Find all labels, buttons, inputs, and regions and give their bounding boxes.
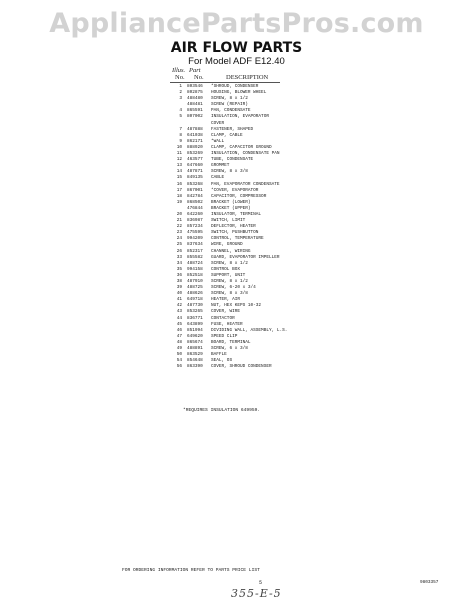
part-number: 488891 [187, 346, 203, 352]
part-number: 853265 [187, 309, 203, 315]
illus-number: 24 [176, 236, 182, 242]
part-description: CAPACITOR, COMPRESSOR [211, 193, 267, 199]
part-description: COVER, SHROUD CONDENSER [211, 364, 272, 370]
part-number: 842784 [187, 193, 203, 199]
illus-number: 44 [176, 315, 182, 321]
part-description: PAN, CONDENSATE [211, 108, 251, 114]
part-description: INSULATION, CONDENSATE PAN [211, 151, 280, 157]
illus-number: 36 [176, 272, 182, 278]
part-number: 487888 [187, 126, 203, 132]
illus-number: 9 [179, 138, 182, 144]
part-number: 488481 [187, 102, 203, 108]
illus-number: 49 [176, 346, 182, 352]
illus-number: 43 [176, 309, 182, 315]
part-description: NUT, HEX KEPS 10-32 [211, 303, 262, 309]
part-description: CONTROL BOX [211, 266, 240, 272]
part-number: 647660 [187, 163, 203, 169]
part-description: PAN, EVAPORATOR CONDENSATE [211, 181, 280, 187]
part-number: 475595 [187, 230, 203, 236]
part-description: GUARD, EVAPORATOR IMPELLER [211, 254, 280, 260]
part-description: CABLE [211, 175, 225, 181]
part-number: 854648 [187, 358, 203, 364]
illus-number: 41 [176, 297, 182, 303]
part-number: 868502 [187, 199, 203, 205]
handwritten-note: 355-E-5 [231, 587, 282, 600]
part-number: 803546 [187, 84, 203, 89]
part-description: SCREW, 8 x 1/2 [211, 96, 248, 102]
part-description: SEAL, OS [211, 358, 233, 364]
illus-number: 15 [176, 175, 182, 181]
part-number: 863390 [187, 364, 203, 370]
illus-number: 11 [176, 151, 182, 157]
ordering-note: FOR ORDERING INFORMATION REFER TO PARTS PRICE LIST [122, 568, 260, 573]
part-number: 649718 [187, 297, 203, 303]
part-description: CLAMP, CABLE [211, 132, 243, 138]
table-row [170, 364, 370, 370]
part-description: HOUSING, BLOWER WHEEL [211, 90, 267, 96]
part-description: FASTENER, SHAPED [211, 126, 254, 132]
part-number: 867001 [187, 187, 203, 193]
part-description: *COVER, EVAPORATOR [211, 187, 259, 193]
part-number: 851994 [187, 327, 203, 333]
part-number: 802875 [187, 90, 203, 96]
illus-number: 5 [179, 114, 182, 120]
part-description: INSULATION, EVAPORATOR [211, 114, 269, 120]
parts-list [170, 84, 370, 370]
part-number: 649620 [187, 333, 203, 339]
part-number: 865591 [187, 108, 203, 114]
part-description: SCREW (REPAIR) [211, 102, 248, 108]
part-description: COVER [211, 120, 225, 126]
illus-number: 45 [176, 321, 182, 327]
part-number: 487730 [187, 303, 203, 309]
part-description: *SHROUD, CONDENSER [211, 84, 259, 89]
illus-number: 48 [176, 339, 182, 345]
illus-number: 17 [176, 187, 182, 193]
part-description: CHANNEL, WIRING [211, 248, 251, 254]
part-description: FUSE, HEATER [211, 321, 243, 327]
illus-number: 23 [176, 230, 182, 236]
part-number: 994158 [187, 266, 203, 272]
part-description: BRACKET (LOWER) [211, 199, 251, 205]
part-description: SWITCH, PUSHBUTTON [211, 230, 259, 236]
part-number: 807002 [187, 114, 203, 120]
illus-number: 19 [176, 199, 182, 205]
header-divider [170, 82, 280, 83]
part-description: SCREW, 8 x 3/8 [211, 291, 248, 297]
part-number: 862171 [187, 138, 203, 144]
part-number: 641038 [187, 132, 203, 138]
part-description: WIRE, GROUND [211, 242, 243, 248]
part-number: 836771 [187, 315, 203, 321]
page-number: 5 [259, 580, 263, 586]
part-number: 853269 [187, 151, 203, 157]
part-description: BRACKET (UPPER) [211, 205, 251, 211]
part-number: 837634 [187, 242, 203, 248]
part-number: 642260 [187, 211, 203, 217]
part-description: GROMMET [211, 163, 230, 169]
header-description: DESCRIPTION [226, 74, 269, 81]
illus-number: 35 [176, 266, 182, 272]
illus-number: 8 [179, 132, 182, 138]
illus-number: 2 [179, 90, 182, 96]
page-title: AIR FLOW PARTS [170, 40, 303, 56]
part-number: 488725 [187, 285, 203, 291]
part-number: 852518 [187, 272, 203, 278]
part-description: TUBE, CONDENSATE [211, 157, 254, 163]
part-number: 836987 [187, 218, 203, 224]
part-number: 888920 [187, 144, 203, 150]
part-description: SCREW, 6-20 x 3/4 [211, 285, 256, 291]
part-number: 855582 [187, 254, 203, 260]
part-description: COVER, WIRE [211, 309, 240, 315]
illus-number: 39 [176, 285, 182, 291]
illus-number: 54 [176, 358, 182, 364]
illus-number: 42 [176, 303, 182, 309]
part-number: 476844 [187, 205, 203, 211]
illus-number: 40 [176, 291, 182, 297]
illus-number: 33 [176, 254, 182, 260]
part-description: *WALL [211, 138, 225, 144]
header-part: Part [189, 67, 201, 74]
part-number: 463577 [187, 157, 203, 163]
part-description: SUPPORT, UNIT [211, 272, 246, 278]
part-description: SCREW, 8 x 3/8 [211, 169, 248, 175]
part-description: DIVIDING WALL, ASSEMBLY, L.S. [211, 327, 288, 333]
part-number: 852317 [187, 248, 203, 254]
illus-number: 56 [176, 364, 182, 370]
part-description: CLAMP, CAPACITOR GROUND [211, 144, 272, 150]
part-description: HEATER, AIR [211, 297, 240, 303]
illus-number: 1 [179, 84, 182, 89]
part-description: SCREW, 6 x 3/8 [211, 346, 248, 352]
page-subtitle: For Model ADF E12.40 [188, 56, 285, 67]
illus-number: 46 [176, 327, 182, 333]
illus-number: 26 [176, 248, 182, 254]
part-number: 487910 [187, 279, 203, 284]
part-description: CONTACTOR [211, 315, 235, 321]
part-number: 488626 [187, 291, 203, 297]
part-number: 994209 [187, 236, 203, 242]
footnote: *REQUIRES INSULATION 649959. [183, 408, 261, 413]
part-number: 865674 [187, 339, 203, 345]
header-illus-no: No. [175, 74, 185, 81]
illus-number: 12 [176, 157, 182, 163]
part-description: SPEED CLIP [211, 333, 238, 339]
part-description: BOARD, TERMINAL [211, 339, 251, 345]
part-description: DEFLECTOR, HEATER [211, 224, 256, 230]
illus-number: 13 [176, 163, 182, 169]
part-number: 488480 [187, 96, 203, 102]
illus-number: 7 [179, 126, 182, 132]
part-number: 857234 [187, 224, 203, 230]
illus-number: 3 [179, 96, 182, 102]
part-number: 487871 [187, 169, 203, 175]
illus-number: 20 [176, 211, 182, 217]
document-code: 9803357 [420, 580, 439, 585]
header-illus: Illus. [172, 67, 186, 74]
illus-number: 4 [179, 108, 182, 114]
illus-number: 14 [176, 169, 182, 175]
part-number: 863529 [187, 352, 203, 358]
part-number: 643899 [187, 321, 203, 327]
illus-number: 34 [176, 260, 182, 266]
illus-number: 47 [176, 333, 182, 339]
illus-number: 22 [176, 224, 182, 230]
part-number: 849135 [187, 175, 203, 181]
part-description: SCREW, 8 x 1/2 [211, 279, 248, 284]
illus-number: 25 [176, 242, 182, 248]
illus-number: 10 [176, 144, 182, 150]
illus-number: 21 [176, 218, 182, 224]
illus-number: 16 [176, 181, 182, 187]
illus-number: 50 [176, 352, 182, 358]
part-description: SWITCH, LIMIT [211, 218, 246, 224]
illus-number: 38 [176, 279, 182, 284]
illus-number: 18 [176, 193, 182, 199]
part-description: CONTROL, TEMPERATURE [211, 236, 264, 242]
part-number: 488724 [187, 260, 203, 266]
header-part-no: No. [194, 74, 204, 81]
watermark: AppliancePartsPros.com [49, 8, 424, 39]
part-description: BAFFLE [211, 352, 227, 358]
part-number: 853268 [187, 181, 203, 187]
part-description: SCREW, 8 x 1/2 [211, 260, 248, 266]
part-description: INSULATOR, TERMINAL [211, 211, 262, 217]
